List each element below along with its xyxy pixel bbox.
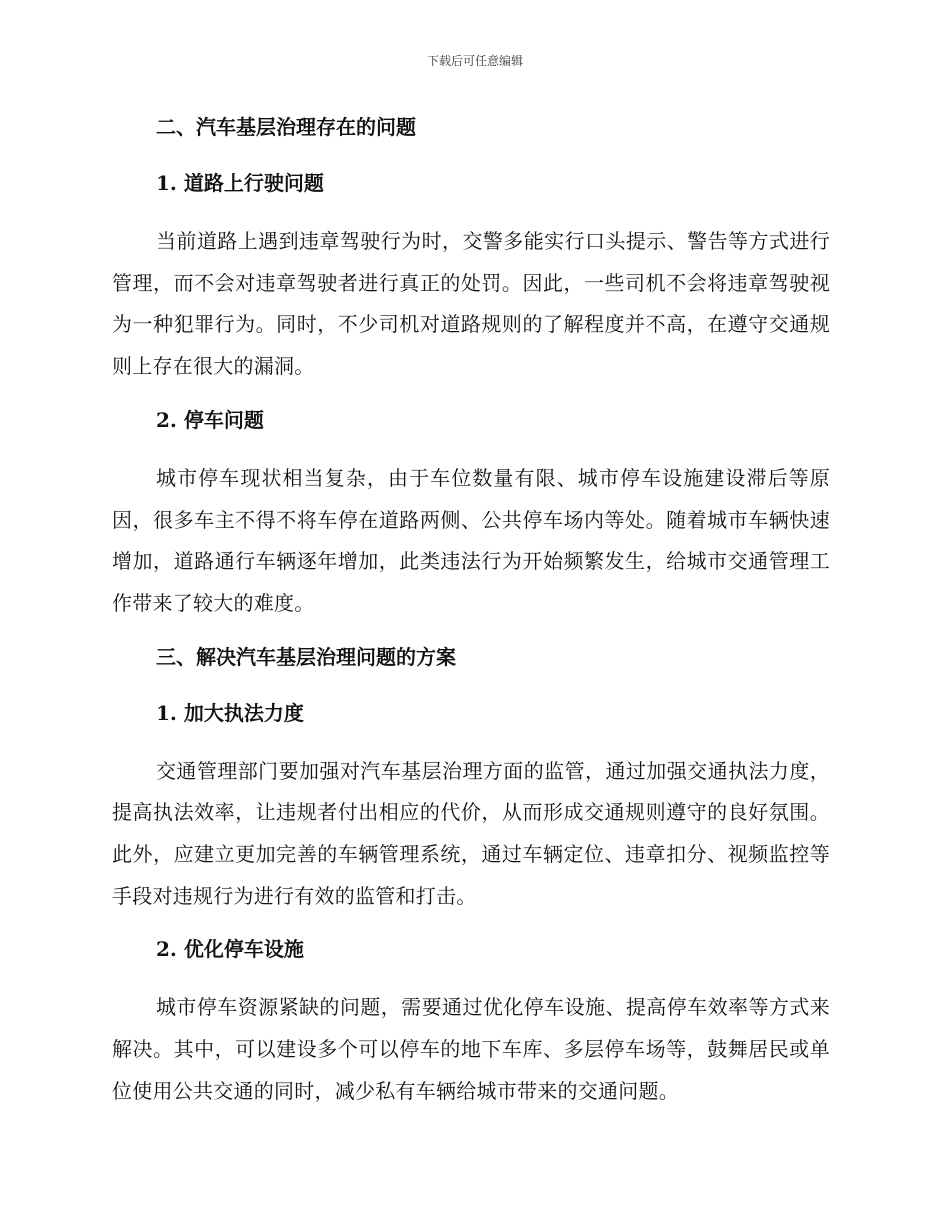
section-heading-solutions: 三、解决汽车基层治理问题的方案 <box>156 644 456 669</box>
subsection-heading-parking-facilities: 2. 优化停车设施 <box>156 937 304 962</box>
paragraph-parking-facilities: 城市停车资源紧缺的问题，需要通过优化停车设施、提高停车效率等方式来解决。其中，可以建设多个可以停车的地下车库、多层停车场等，鼓舞居民或单位使用公共交通的同时，减少私有车辆给城市带来的交通问题。 <box>112 995 830 1103</box>
document-body <box>112 109 830 1127</box>
subsection-heading-road-driving: 1. 道路上行驶问题 <box>156 171 324 195</box>
page-header: 下载后可任意编辑 <box>426 54 523 68</box>
paragraph-enforcement: 交通管理部门要加强对汽车基层治理方面的监管，通过加强交通执法力度，提高执法效率，让违规者付出相应的代价，从而形成交通规则遵守的良好氛围。此外，应建立更加完善的车辆管理系统，通过车辆定位、违章扣分、视频监控等手段对违规行为进行有效的监管和打击。 <box>112 758 830 908</box>
paragraph-parking: 城市停车现状相当复杂，由于车位数量有限、城市停车设施建设滞后等原因，很多车主不得不将车停在道路两侧、公共停车场内等处。随着城市车辆快速增加，道路通行车辆逐年增加，此类违法行为开始频繁发生，给城市交通管理工作带来了较大的难度。 <box>112 465 830 615</box>
paragraph-road-driving: 当前道路上遇到违章驾驶行为时，交警多能实行口头提示、警告等方式进行管理，而不会对违章驾驶者进行真正的处罚。因此，一些司机不会将违章驾驶视为一种犯罪行为。同时，不少司机对道路规则的了解程度并不高，在遵守交通规则上存在很大的漏洞。 <box>112 229 830 379</box>
section-heading-problems: 二、汽车基层治理存在的问题 <box>156 115 416 139</box>
subsection-heading-parking: 2. 停车问题 <box>156 407 264 432</box>
subsection-heading-enforcement: 1. 加大执法力度 <box>156 700 304 725</box>
